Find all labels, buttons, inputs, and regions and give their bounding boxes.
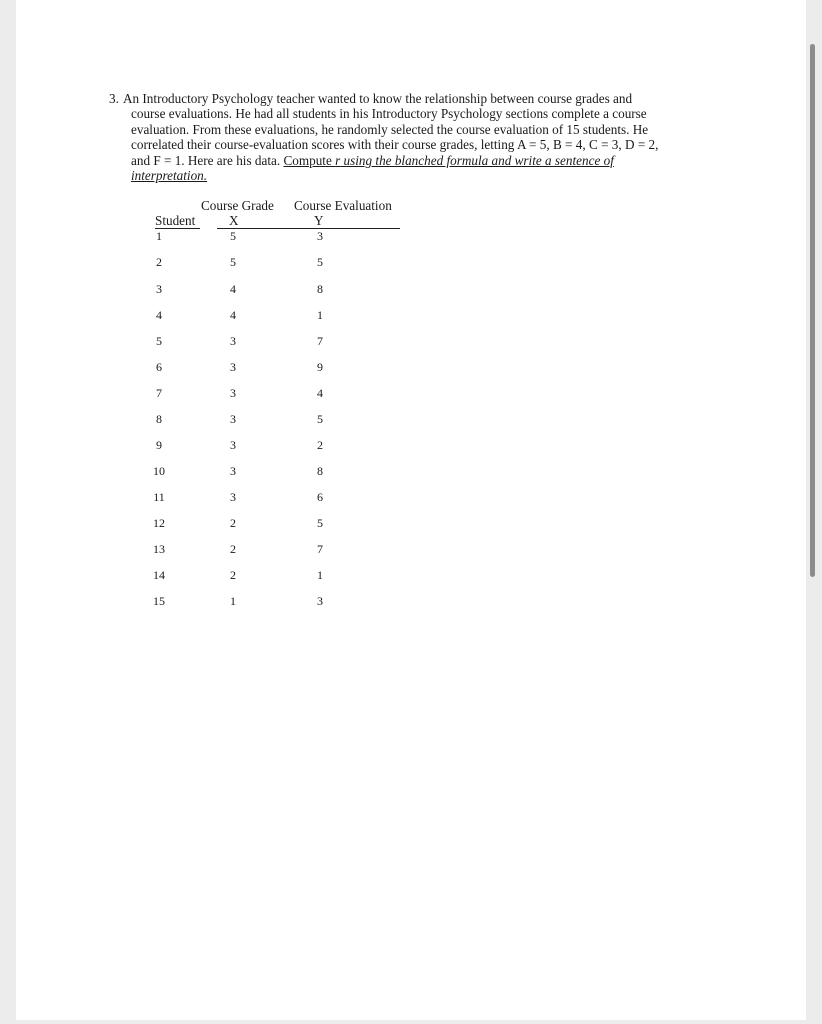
student-cell: 3 [156, 282, 162, 296]
problem-statement [109, 91, 709, 183]
y-cell: 5 [317, 412, 323, 426]
y-cell: 8 [317, 282, 323, 296]
instruction-part-b: using the blanched formula and write a sentence of [340, 152, 614, 168]
problem-line-1: An Introductory Psychology teacher wanted to know the relationship between course grades and [123, 91, 633, 106]
problem-line-5-plain: and F = 1. Here are his data. [131, 152, 284, 168]
y-cell: 4 [317, 386, 323, 400]
header-student: Student [155, 213, 196, 228]
x-cell: 5 [230, 229, 236, 243]
student-cell: 6 [156, 360, 162, 374]
student-cell: 13 [153, 542, 165, 556]
instruction-text [283, 153, 613, 168]
instruction-part-a: Compute [283, 152, 336, 168]
y-cell: 3 [317, 229, 323, 243]
x-cell: 3 [230, 386, 236, 400]
x-cell: 3 [230, 490, 236, 504]
y-cell: 8 [317, 464, 323, 478]
y-cell: 9 [317, 360, 323, 374]
student-cell: 4 [156, 308, 162, 322]
x-cell: 4 [230, 308, 236, 322]
y-cell: 7 [317, 334, 323, 348]
x-cell: 1 [230, 594, 236, 608]
student-cell: 11 [153, 490, 165, 504]
problem-line-6: interpretation. [131, 168, 208, 184]
y-cell: 5 [317, 516, 323, 530]
student-cell: 8 [156, 412, 162, 426]
x-cell: 2 [230, 568, 236, 582]
student-cell: 7 [156, 386, 162, 400]
x-cell: 3 [230, 438, 236, 452]
y-cell: 5 [317, 255, 323, 269]
y-cell: 2 [317, 438, 323, 452]
x-cell: 2 [230, 542, 236, 556]
problem-number: 3. [109, 91, 119, 106]
y-cell: 3 [317, 594, 323, 608]
problem-text [123, 91, 709, 184]
vertical-scrollbar[interactable] [810, 44, 815, 577]
x-cell: 3 [230, 360, 236, 374]
student-cell: 12 [153, 516, 165, 530]
y-cell: 6 [317, 490, 323, 504]
student-cell: 10 [153, 464, 165, 478]
problem-line-2: course evaluations. He had all students in his Introductory Psychology sections complete a course [131, 106, 647, 122]
student-cell: 5 [156, 334, 162, 348]
problem-line-5 [131, 153, 709, 168]
header-y: Y [314, 213, 324, 228]
student-cell: 9 [156, 438, 162, 452]
student-cell: 14 [153, 568, 165, 582]
x-cell: 2 [230, 516, 236, 530]
instruction-variable-r: r [335, 152, 341, 168]
student-cell: 15 [153, 594, 165, 608]
problem-line-3: evaluation. From these evaluations, he randomly selected the course evaluation of 15 students. He [131, 121, 649, 137]
header-x: X [229, 213, 239, 228]
y-cell: 7 [317, 542, 323, 556]
header-course-grade: Course Grade [201, 198, 274, 213]
x-cell: 5 [230, 255, 236, 269]
student-cell: 1 [156, 229, 162, 243]
x-cell: 3 [230, 464, 236, 478]
x-cell: 3 [230, 412, 236, 426]
student-cell: 2 [156, 255, 162, 269]
problem-line-4: correlated their course-evaluation scores with their course grades, letting A = 5, B = 4, C = 3, D = 2, [131, 137, 659, 153]
x-cell: 3 [230, 334, 236, 348]
y-cell: 1 [317, 308, 323, 322]
x-cell: 4 [230, 282, 236, 296]
header-course-evaluation: Course Evaluation [294, 198, 392, 213]
y-cell: 1 [317, 568, 323, 582]
